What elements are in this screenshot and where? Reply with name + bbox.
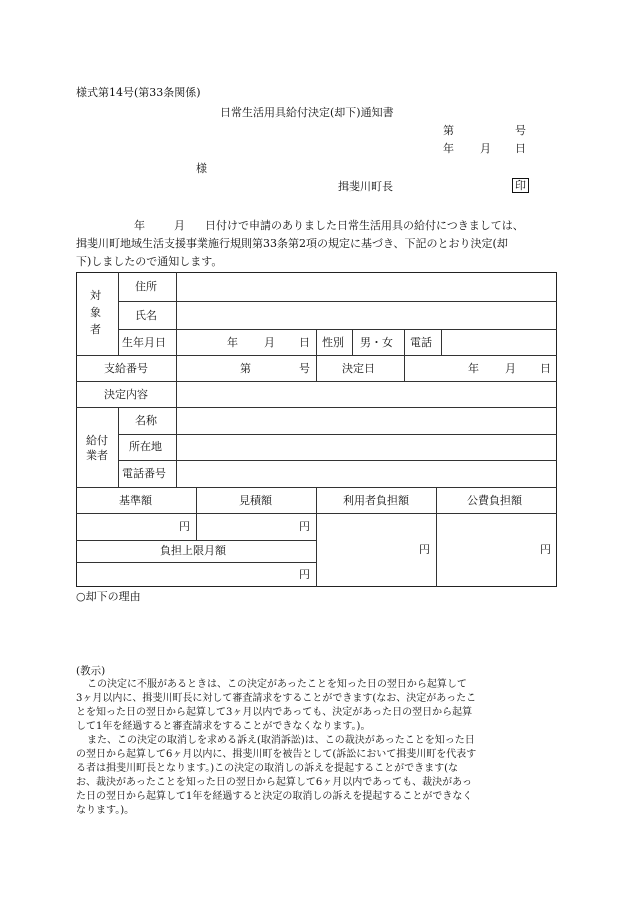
- col-divider: [118, 407, 119, 487]
- birth-day: 日: [299, 336, 310, 349]
- intro-line-2: 揖斐川町地域生活支援事業施行規則第33条第2項の規定に基づき、下記のとおり決定(却: [76, 237, 508, 250]
- address-label: 住所: [135, 280, 157, 293]
- col-divider: [352, 329, 353, 355]
- birth-year: 年: [227, 336, 238, 349]
- birthdate-label: 生年月日: [122, 336, 166, 349]
- form-number: 様式第14号(第33条関係): [76, 86, 201, 99]
- seal-mark: 印: [512, 178, 529, 193]
- instruction-line: この決定に不服があるときは、この決定があったことを知った日の翌日から起算して: [87, 679, 467, 690]
- name-label: 氏名: [135, 309, 157, 322]
- col-divider: [436, 487, 437, 587]
- number-suffix: 号: [515, 124, 526, 137]
- yen-unit: 円: [299, 568, 310, 581]
- addressee-suffix: 様: [196, 162, 207, 175]
- intro-year: 年: [134, 219, 145, 232]
- instruction-line: とを知った日の翌日から起算して3ヶ月以内であっても、決定があった日の翌日から起算: [76, 707, 473, 718]
- row-divider: [118, 329, 557, 330]
- estimate-label: 見積額: [239, 494, 272, 507]
- yen-unit: 円: [299, 520, 310, 533]
- payment-number-suffix: 号: [299, 362, 310, 375]
- intro-line-3: 下)しましたので通知します。: [76, 255, 223, 268]
- row-divider: [76, 562, 316, 563]
- decision-content-label: 決定内容: [104, 388, 148, 401]
- decision-year: 年: [468, 362, 479, 375]
- date-month: 月: [480, 142, 491, 155]
- instruction-line: して1年を経過すると審査請求をすることができなくなります。)。: [76, 721, 371, 732]
- burden-limit-label: 負担上限月額: [160, 544, 226, 557]
- supplier-name-label: 名称: [135, 414, 157, 427]
- col-divider: [316, 487, 317, 587]
- date-day: 日: [515, 142, 526, 155]
- instruction-body: [76, 678, 556, 818]
- supplier-phone-label: 電話番号: [122, 467, 166, 480]
- intro-month: 月: [174, 219, 185, 232]
- instruction-line: た日の翌日から起算して1年を経過すると決定の取消しの訴えを提起することができなく: [76, 791, 473, 802]
- instruction-line: 3ヶ月以内に、揖斐川町長に対して審査請求をすることができます(なお、決定があったこ: [76, 693, 477, 704]
- base-amount-label: 基準額: [119, 494, 152, 507]
- intro-line-1: 日付けで申請のありました日常生活用具の給付につきましては、: [205, 219, 524, 232]
- col-divider: [441, 329, 442, 355]
- row-divider: [76, 381, 557, 382]
- decision-date-label: 決定日: [342, 362, 375, 375]
- payment-number-label: 支給番号: [104, 362, 148, 375]
- issuer-name: 揖斐川町長: [338, 180, 393, 193]
- row-divider: [76, 407, 557, 408]
- gender-options: 男・女: [360, 336, 393, 349]
- instruction-line: お、裁決があったことを知った日の翌日から起算して6ヶ月以内であっても、裁決があっ: [76, 777, 473, 788]
- yen-unit: 円: [540, 543, 551, 556]
- instruction-line: なります。)。: [76, 805, 135, 816]
- yen-unit: 円: [419, 543, 430, 556]
- number-prefix: 第: [443, 124, 454, 137]
- row-divider: [118, 460, 557, 461]
- gender-label: 性別: [322, 336, 344, 349]
- col-divider: [118, 272, 119, 355]
- col-divider: [316, 329, 317, 381]
- birth-month: 月: [264, 336, 275, 349]
- subject-label-char: 者: [90, 323, 101, 336]
- instruction-line: る者は揖斐川町長となります。)この決定の取消しの訴えを提起することができます(な: [76, 763, 459, 774]
- yen-unit: 円: [179, 520, 190, 533]
- instruction-line: また、この決定の取消しを求める訴え(取消訴訟)は、この裁決があったことを知った日: [87, 735, 475, 746]
- row-divider: [118, 434, 557, 435]
- rejection-reason-label: ○却下の理由: [76, 590, 141, 603]
- phone-label: 電話: [410, 336, 432, 349]
- subject-label-char: 象: [90, 306, 101, 319]
- document-title: 日常生活用具給付決定(却下)通知書: [220, 106, 394, 119]
- col-divider: [196, 487, 197, 540]
- user-burden-label: 利用者負担額: [343, 494, 409, 507]
- public-burden-label: 公費負担額: [467, 494, 522, 507]
- supplier-label: 給付: [86, 434, 108, 447]
- supplier-label: 業者: [86, 449, 108, 462]
- decision-day: 日: [540, 362, 551, 375]
- decision-month: 月: [505, 362, 516, 375]
- col-divider: [176, 272, 177, 487]
- subject-label-char: 対: [90, 289, 101, 302]
- payment-number-prefix: 第: [240, 362, 251, 375]
- instruction-heading: (教示): [76, 665, 106, 677]
- supplier-location-label: 所在地: [129, 440, 162, 453]
- instruction-line: の翌日から起算して6ヶ月以内に、揖斐川町を被告として(訴訟において揖斐川町を代表す: [76, 749, 477, 760]
- row-divider: [76, 540, 316, 541]
- date-year: 年: [443, 142, 454, 155]
- row-divider: [118, 301, 557, 302]
- col-divider: [404, 329, 405, 381]
